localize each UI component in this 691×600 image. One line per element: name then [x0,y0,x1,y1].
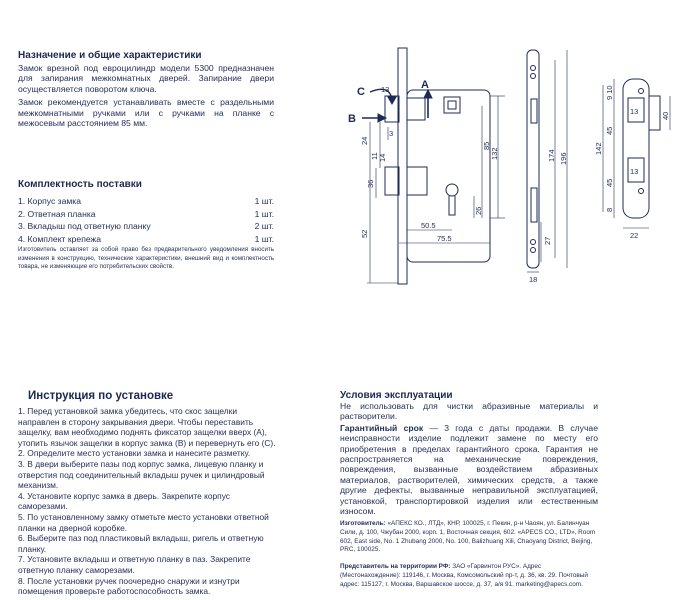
dim-14: 14 [378,153,387,162]
screw-hole [639,89,644,94]
dim-13: 13 [381,85,390,94]
representative-section [340,563,598,589]
manufacturer-info [340,520,598,555]
dim-45-lower: 45 [605,178,614,187]
install-step: 1. Перед установкой замка убедитесь, что скос защелки направлен в сторону закрывания двери. Чтобы переставить защелку, вам необходимо поднять фиксатор защелки вверх (А), утопить язычок защелки в корпус замка (В) и перевернуть его (С). [18,406,276,448]
cylinder-hole [446,184,458,196]
strike-side-view [527,50,539,268]
purpose-paragraph-2: Замок рекомендуется устанавливать вместе с раздельными межкомнатными ручками или с ручками на планке с межосевым расстоянием 85 мм. [18,97,274,129]
manufacturer-text: «АПЕКС КО., ЛТД», КНР, 100025, г. Пекин, р-н Чаоян, ул. Балинчуан Сили, д. 100, Чжубан 2000, корп. 1, Восточная секция, 602. «APECS CO., LTD», Room 602, East side, No. 1 Zhubang 2000, No. 100, Balizhuang Xili, Chaoyang District, Beijing, PRC, 100025. [340,520,596,554]
arrow-a-icon [424,90,432,98]
install-step: 3. В двери выберите пазы под корпус замка, лицевую планку и отверстия под соединительный вкладыш ручек и цилиндровый механизм. [18,458,265,491]
manufacturer-label: Изготовитель: [340,520,386,527]
strike-slot-bolt [531,188,537,222]
dim-3: 3 [389,129,394,138]
kit-item: 2. Ответная планка 1 шт. [18,208,274,219]
dim-24: 24 [360,136,369,145]
strike-slot-latch [531,99,537,123]
screw-hole [531,240,536,245]
dim-27: 27 [543,236,552,245]
lock-faceplate [398,48,407,284]
dim-174: 174 [547,149,556,162]
dim-40: 40 [661,111,670,120]
screw-hole [639,189,644,194]
kit-item: 1. Корпус замка 1 шт. [18,196,274,206]
dim-26: 26 [474,206,483,215]
purpose-title: Назначение и общие характеристики [18,50,202,61]
arrow-c-icon [388,97,396,104]
dim-8: 8 [605,207,614,212]
follower-inner [448,101,456,109]
label-b: B [348,113,356,125]
dim-36: 36 [366,179,375,188]
dim-196: 196 [559,152,568,165]
dim-22: 22 [630,231,639,240]
install-steps [18,406,276,597]
dim-18: 18 [529,275,538,284]
install-step: 8. После установки ручек поочередно снаружи и изнутри помещения проверьте работоспособность замка. [18,575,240,597]
dim-45-upper: 45 [605,126,614,135]
deadbolt [385,167,399,195]
purpose-paragraph-1: Замок врезной под евроцилиндр модели 5300 предназначен для запирания межкомнатных дверей. Запирание двери осуществляется поворотом ключа. [18,63,274,94]
latch-body [407,98,425,120]
dim-13-bolt: 13 [630,167,639,176]
dim-75-5: 75.5 [437,234,452,243]
strike-lip [649,96,660,130]
kit-item: 4. Комплект крепежа 1 шт. [18,233,274,244]
label-a: A [421,79,429,91]
conditions-title: Условия эксплуатации [340,390,453,401]
conditions-text: Не использовать для чистки абразивные материалы и растворители. [340,401,598,422]
screw-hole [531,74,536,79]
install-step: 2. Определите место установки замка и нанесите разметку. [18,448,251,459]
dim-52: 52 [360,229,369,238]
representative-label: Представитель на территории РФ: [340,563,451,570]
dim-11: 11 [370,152,379,160]
warranty-label: Гарантийный срок [340,422,424,433]
follower-square [444,97,460,113]
strike-plate-front [623,79,649,218]
screw-hole [531,66,536,71]
warranty-text: — 3 года с даты продажи. В случае неисправности изделие подлежит замене по месту его приобретения в пределах гарантийного срока. Гарантия не распространяется на механические повреждения, повреждения, вызванные воздействием абразивных материалов, растворителей, химических средств, а также другие дефекты, вызванные неправильной эксплуатацией, установкой, транспортировкой изделия или естественным износом. [340,422,598,517]
representative-info [340,563,598,589]
install-step: 4. Установите корпус замка в дверь. Закрепите корпус саморезами. [18,490,230,512]
dim-132: 132 [490,147,499,160]
install-title: Инструкция по установке [28,390,174,402]
label-c: C [357,86,365,98]
cylinder-slot [449,196,455,215]
screw-hole [531,248,536,253]
install-step: 6. Выберите паз под пластиковый вкладыш, ригель и ответную планку. [18,533,264,554]
dim-13-latch: 13 [630,107,639,116]
dim-142: 142 [594,142,603,155]
manufacturer-section [340,520,598,555]
warranty-paragraph [340,423,598,517]
kit-item: 3. Вкладыш под ответную планку 2 шт. [18,221,274,232]
dim-50-5: 50.5 [421,221,436,230]
dim-9-10: 9 10 [605,85,614,100]
deadbolt-body [407,167,427,195]
kit-note: Изготовитель оставляет за собой право без предварительного уведомления вносить изменения в конструкцию, технические характеристики, внешний вид и комплектность товара, не изменяющие его потребительских свойств. [18,246,274,270]
install-step: 7. Установите вкладыш и ответную планку в паз. Закрепите ответную планку саморезами. [18,554,251,575]
kit-title: Комплектность поставки [18,179,142,190]
conditions-section [340,390,598,516]
dim-85: 85 [482,141,491,150]
install-step: 5. По установленному замку отметьте место установки ответной планки на дверной коробке. [18,511,269,533]
representative-text: ЗАО «Гарвинтон РУС». Адрес (Местонахождение): 119146, г. Москва, Комсомольский пр-т, д. 36, кв. 29. Почтовый адрес: 115127, г. Москва, Варшавское шоссе, д. 37, а/я 91. marketing@apecs.com. [340,563,588,588]
install-section [18,390,276,597]
